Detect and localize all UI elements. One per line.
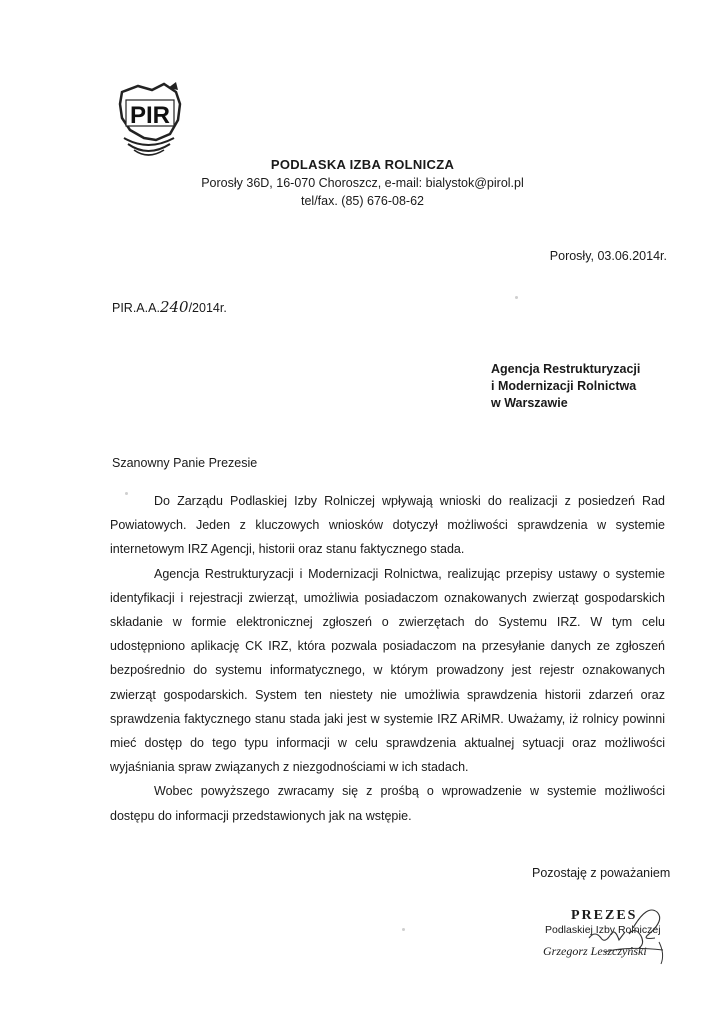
scan-speck	[125, 492, 128, 495]
scan-speck	[515, 296, 518, 299]
body-paragraph-2: Agencja Restrukturyzacji i Modernizacji Rolnictwa, realizując przepisy ustawy o systemie identyfikacji i rejestracji zwierząt, umożliwia posiadaczom oznakowanych zwierząt gospodarskich składanie w formie elektronicznej zgłoszeń o zwierzętach do Systemu IRZ. W tym celu udostępniono aplikację CK IRZ, która pozwala posiadaczom na przesyłanie danych ze zgłoszeń bezpośrednio do systemu informatycznego, w którym prowadzony jest rejestr oznakowanych zwierząt gospodarskich. System ten niestety nie umożliwia sprawdzenia historii zdarzeń oraz sprawdzenia faktycznego stanu stada jaki jest w systemie IRZ ARiMR. Uważamy, iż rolnicy powinni mieć dostęp do tego typu informacji w celu sprawdzenia aktualnej sytuacji oraz możliwości wyjaśniania spraw związanych z niezgodnościami w ich stadach.	[110, 566, 665, 775]
reference-suffix: /2014r.	[188, 301, 227, 315]
signature-organization: Podlaskiej Izby Rolniczej	[545, 924, 661, 936]
body-paragraph-3: Wobec powyższego zwracamy się z prośbą o wprowadzenie w systemie możliwości dostępu do informacji przedstawionych jak na wstępie.	[110, 784, 665, 823]
addressee-line-2: i Modernizacji Rolnictwa	[491, 379, 637, 393]
signature-title: PREZES	[571, 908, 638, 923]
closing-phrase: Pozostaję z poważaniem	[532, 866, 671, 880]
organization-phone: tel/fax. (85) 676-08-62	[301, 194, 424, 208]
addressee-line-3: w Warszawie	[491, 396, 568, 410]
body-paragraph-1: Do Zarządu Podlaskiej Izby Rolniczej wpływają wnioski do realizacji z posiedzeń Rad Powiatowych. Jeden z kluczowych wniosków dotyczył możliwości sprawdzenia w systemie internetowym IRZ Agencji, historii oraz stanu faktycznego stada.	[110, 494, 665, 557]
letter-date: Porosły, 03.06.2014r.	[549, 249, 667, 263]
addressee-line-1: Agencja Restrukturyzacji	[491, 362, 641, 376]
letter-body	[110, 489, 665, 828]
reference-prefix: PIR.A.A.	[112, 301, 160, 315]
logo-text: PIR	[129, 102, 171, 129]
signature-name: Grzegorz Leszczyński	[543, 944, 647, 958]
organization-address: Porosły 36D, 16-070 Choroszcz, e-mail: bialystok@pirol.pl	[201, 176, 524, 190]
reference-handwritten-number: 240	[159, 298, 189, 316]
addressee-block	[491, 361, 640, 412]
organization-logo	[108, 78, 190, 162]
reference-number	[112, 298, 227, 316]
scan-speck	[402, 928, 405, 931]
handwritten-signature	[575, 898, 675, 968]
organization-name: PODLASKA IZBA ROLNICZA	[270, 157, 455, 172]
salutation: Szanowny Panie Prezesie	[112, 456, 258, 470]
